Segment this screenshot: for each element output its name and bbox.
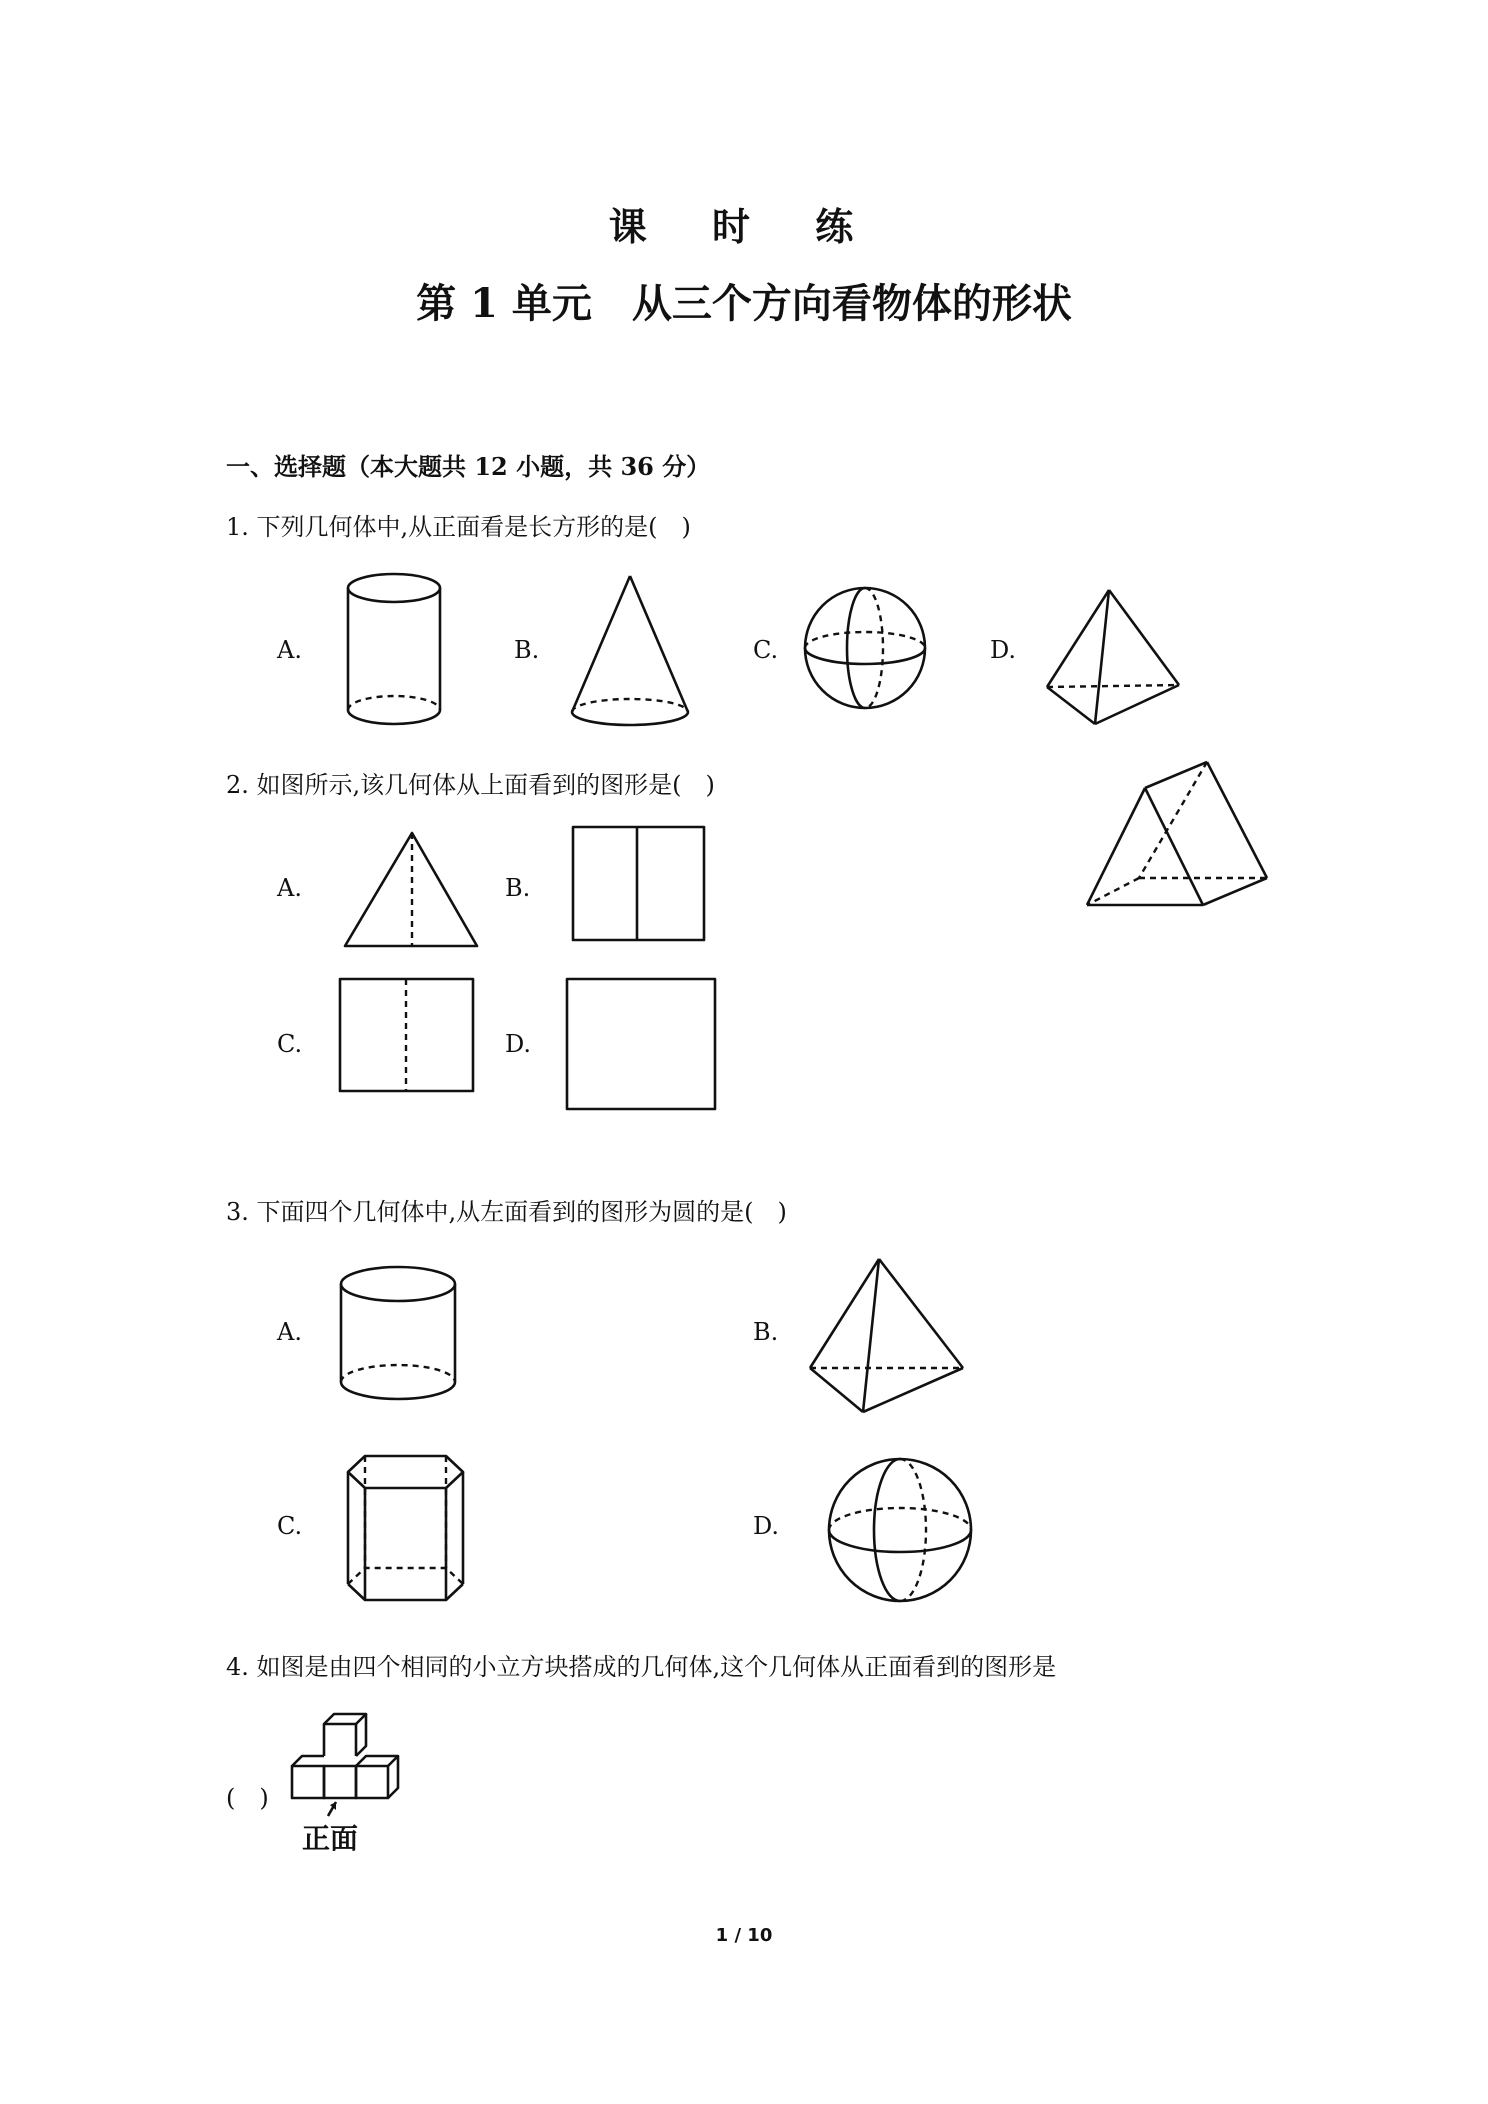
question-3-stem: 3. 下面四个几何体中,从左面看到的图形为圆的是( )	[226, 1198, 787, 1226]
q2-option-a-label: A.	[277, 874, 302, 902]
q2-option-b-label: B.	[505, 874, 531, 902]
question-1-stem: 1. 下列几何体中,从正面看是长方形的是( )	[226, 513, 691, 541]
q1-option-c-label: C.	[753, 636, 779, 664]
q1-pyramid-figure	[1045, 587, 1185, 727]
q2-option-b-rectangle	[571, 825, 707, 943]
q3-hexagonal-prism-figure	[345, 1454, 475, 1604]
q3-option-d-label: D.	[753, 1512, 780, 1540]
question-2-stem: 2. 如图所示,该几何体从上面看到的图形是( )	[226, 771, 715, 799]
q1-cylinder-figure	[340, 570, 450, 730]
q1-cone-figure	[567, 572, 697, 732]
section-heading: 一、选择题（本大题共 12 小题，共 36 分）	[226, 452, 711, 481]
q1-option-d-label: D.	[990, 636, 1017, 664]
q1-option-a-label: A.	[277, 636, 302, 664]
q2-option-a-triangle	[342, 830, 482, 950]
q3-sphere-figure	[826, 1456, 976, 1606]
q3-option-b-label: B.	[753, 1318, 779, 1346]
q3-pyramid-figure	[807, 1256, 967, 1416]
page-number: 1 / 10	[715, 1925, 773, 1946]
page-title: 课 时 练	[608, 204, 880, 249]
q1-sphere-figure	[803, 586, 933, 716]
q2-triangular-prism-figure	[1085, 760, 1275, 910]
q2-option-d-rectangle	[565, 977, 717, 1111]
question-4-stem: 4. 如图是由四个相同的小立方块搭成的几何体,这个几何体从正面看到的图形是	[226, 1653, 1057, 1681]
unit-subtitle: 第 1 单元 从三个方向看物体的形状	[416, 280, 1072, 327]
q3-option-c-label: C.	[277, 1512, 303, 1540]
q2-option-c-rectangle	[338, 977, 476, 1095]
q3-option-a-label: A.	[277, 1318, 302, 1346]
q2-option-c-label: C.	[277, 1030, 303, 1058]
q3-cylinder-figure	[336, 1264, 461, 1404]
q4-front-label: 正面	[302, 1822, 359, 1855]
q2-option-d-label: D.	[505, 1030, 532, 1058]
q4-answer-blank: ( )	[226, 1784, 269, 1812]
q1-option-b-label: B.	[514, 636, 540, 664]
